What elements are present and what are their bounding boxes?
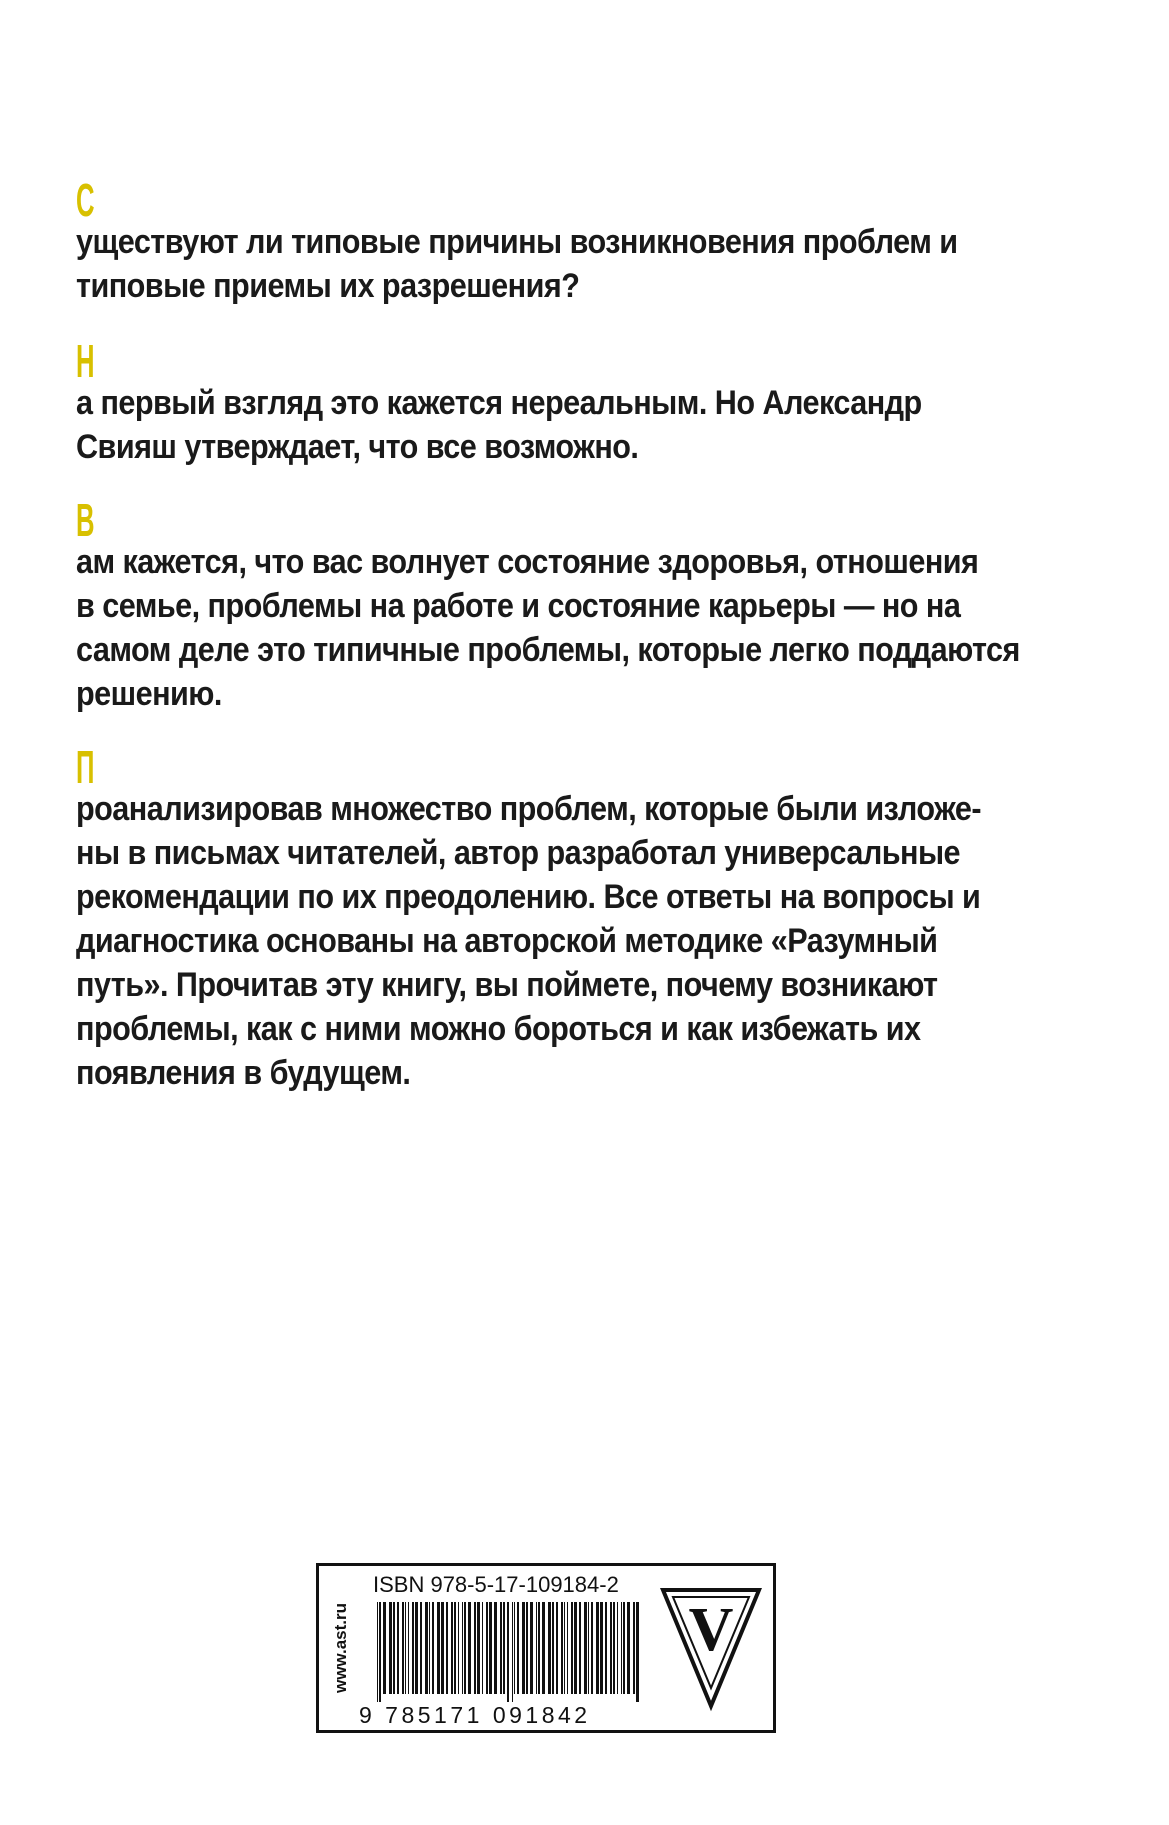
- barcode-bar: [412, 1602, 414, 1694]
- barcode-bar: [512, 1602, 513, 1702]
- barcode-bar: [500, 1602, 502, 1694]
- barcode-bar: [432, 1602, 434, 1694]
- barcode-bar: [579, 1602, 581, 1694]
- barcode-bar: [621, 1602, 622, 1694]
- barcode-bar: [507, 1602, 509, 1702]
- barcode-bar: [405, 1602, 406, 1694]
- barcode-bar: [446, 1602, 448, 1694]
- barcode-bar: [482, 1602, 483, 1694]
- barcode-bar: [420, 1602, 422, 1694]
- barcode-bar: [429, 1602, 430, 1694]
- barcode-bar: [567, 1602, 568, 1694]
- website-label: www.ast.ru: [331, 1602, 350, 1694]
- barcode-bar: [561, 1602, 563, 1694]
- barcode-bar: [636, 1602, 639, 1702]
- barcode-bar: [548, 1602, 551, 1694]
- barcode-bar: [451, 1602, 453, 1694]
- barcode-bar: [377, 1602, 378, 1702]
- paragraph-4: П роанализировав множество проблем, которые были изложе- ны в письмах читателей, автор разработал универсальные рекомендации по их преодолению. Все ответы на вопросы и диагностика основаны на авторской методике «Разумный путь». Прочитав эту книгу, вы поймете, почему возникают проблемы, как с ними можно бороться и как избежать их появления в будущем.: [76, 741, 982, 1092]
- barcode-bar: [522, 1602, 525, 1694]
- barcode-bar: [556, 1602, 558, 1694]
- barcode-bar: [474, 1602, 476, 1694]
- barcode-bar: [623, 1602, 625, 1694]
- barcode-bar: [588, 1602, 589, 1694]
- barcode-bar: [458, 1602, 459, 1694]
- publisher-logo: [659, 1584, 763, 1712]
- drop-cap: В: [76, 494, 95, 546]
- barcode-bar: [468, 1602, 471, 1694]
- barcode-bar: [408, 1602, 409, 1694]
- barcode-bar: [402, 1602, 404, 1694]
- isbn-label: ISBN 978-5-17-109184-2: [373, 1572, 619, 1597]
- drop-cap: Н: [76, 335, 95, 387]
- barcode-bar: [517, 1602, 519, 1694]
- barcode-bar: [383, 1602, 386, 1694]
- barcode-bar: [596, 1602, 599, 1694]
- barcode-bar: [514, 1602, 515, 1694]
- barcode-bar: [591, 1602, 593, 1694]
- barcode-bar: [397, 1602, 399, 1694]
- barcode-bar: [477, 1602, 480, 1694]
- paragraph-1: С уществуют ли типовые причины возникновения проблем и типовые приемы их разрешения?: [76, 174, 958, 305]
- barcode-bar: [530, 1602, 533, 1694]
- logo-letter: V: [688, 1596, 734, 1664]
- barcode-bar: [627, 1602, 630, 1694]
- barcode-bar: [610, 1602, 612, 1694]
- paragraph-2: Н а первый взгляд это кажется нереальным. Но Александр Свияш утверждает, что все возможно.: [76, 335, 922, 466]
- barcode-bar: [538, 1602, 540, 1694]
- barcode-bar: [605, 1602, 607, 1694]
- barcode-bar: [503, 1602, 505, 1694]
- barcode-bar: [425, 1602, 428, 1694]
- barcode-bar: [437, 1602, 440, 1694]
- barcode-bar: [464, 1602, 466, 1694]
- barcode-bar: [613, 1602, 615, 1694]
- barcode-bar: [600, 1602, 603, 1694]
- barcode-bar: [379, 1602, 381, 1702]
- barcode-bar: [542, 1602, 545, 1694]
- barcode-bar: [393, 1602, 395, 1694]
- barcode-bar: [389, 1602, 392, 1694]
- drop-cap: С: [76, 174, 95, 226]
- barcode-bar: [617, 1602, 618, 1694]
- barcode-panel: [316, 1563, 776, 1733]
- barcode-bar: [584, 1602, 587, 1694]
- barcode-bar: [441, 1602, 444, 1694]
- barcode-bar: [489, 1602, 492, 1694]
- barcode-bar: [536, 1602, 537, 1694]
- barcode-bar: [486, 1602, 488, 1694]
- barcode-bar: [564, 1602, 565, 1694]
- barcode-bars: [375, 1602, 645, 1702]
- paragraph-3: В ам кажется, что вас волнует состояние здоровья, отношения в семье, проблемы на работе и состояние карьеры — но на самом деле это типичные проблемы, которые легко поддаются решению.: [76, 494, 1020, 713]
- barcode-bar: [552, 1602, 554, 1694]
- barcode-bar: [574, 1602, 577, 1694]
- barcode-bar: [462, 1602, 463, 1694]
- barcode-bar: [454, 1602, 456, 1694]
- barcode-bar: [526, 1602, 528, 1694]
- barcode-bar: [633, 1602, 635, 1694]
- ean-digits: 9 785171 091842: [359, 1702, 591, 1728]
- drop-cap: П: [76, 741, 95, 793]
- barcode-bar: [571, 1602, 573, 1694]
- barcode-bar: [415, 1602, 418, 1694]
- barcode-bar: [494, 1602, 497, 1694]
